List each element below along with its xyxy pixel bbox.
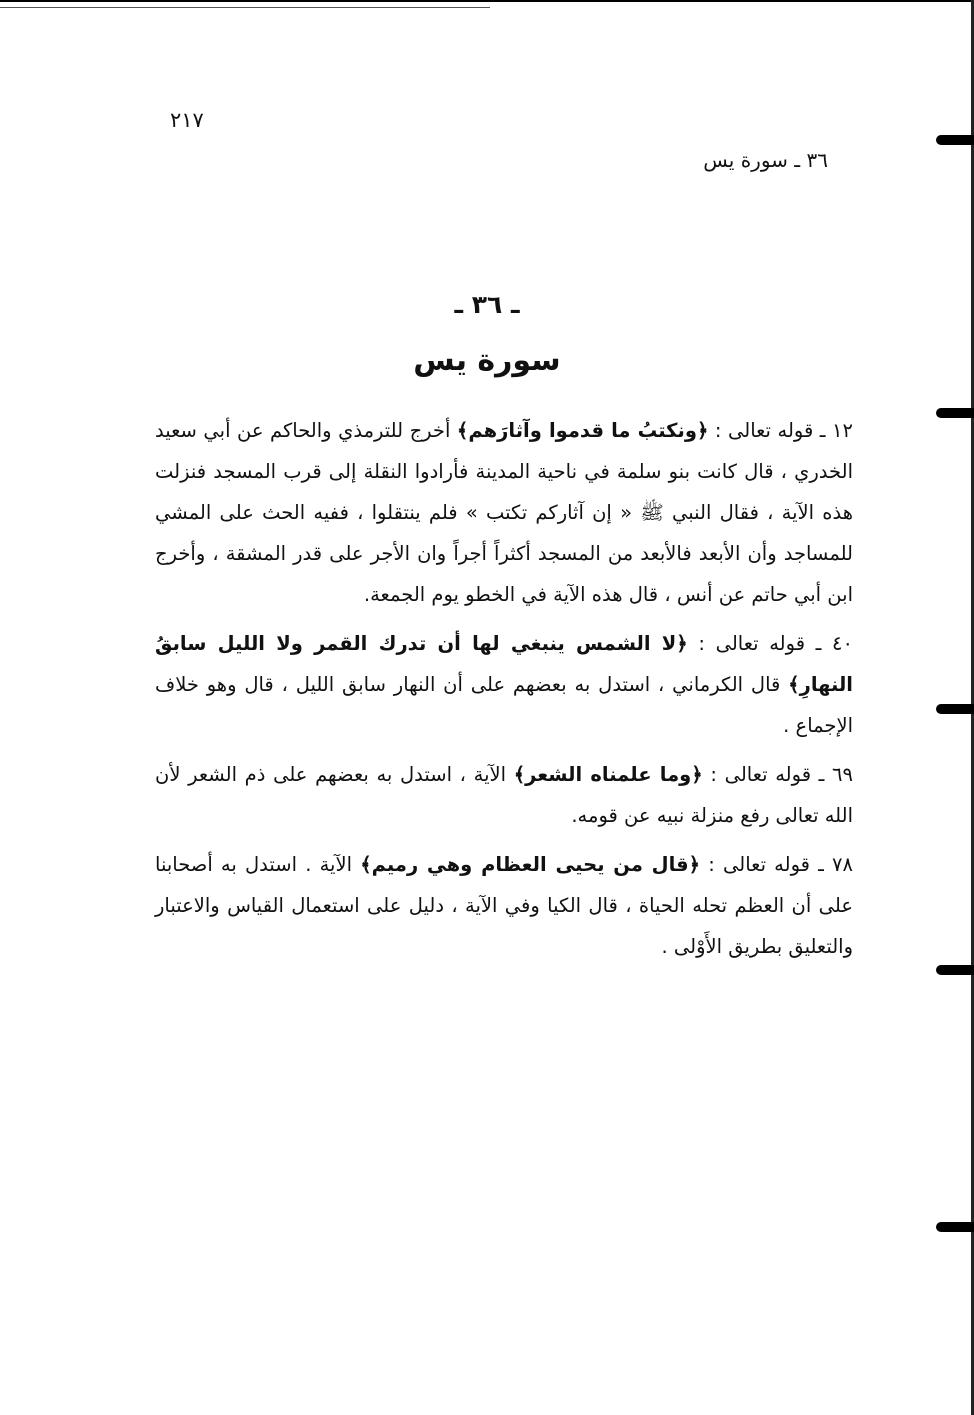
verse-quote: ﴿وما علمناه الشعر﴾ bbox=[513, 763, 703, 786]
verse-commentary: الآية ، استدل به بعضهم على ذم الشعر لأن الله تعالى رفع منزلة نبيه عن قومه. bbox=[155, 763, 853, 827]
top-border bbox=[0, 0, 974, 2]
verse-commentary: قال الكرماني ، استدل به بعضهم على أن النهار سابق الليل ، قال وهو خلاف الإجماع . bbox=[155, 673, 853, 737]
verse-commentary: الآية . استدل به أصحابنا على أن العظم تحله الحياة ، قال الكيا وفي الآية ، دليل على استعمال القياس والاعتبار والتعليق بطريق الأَوْلى . bbox=[155, 853, 853, 958]
verse-entry bbox=[155, 410, 853, 615]
chapter-number: ـ ٣٦ ـ bbox=[454, 290, 520, 319]
binding-mark bbox=[936, 1222, 974, 1232]
verse-entry bbox=[155, 623, 853, 746]
binding-mark bbox=[936, 135, 974, 145]
verse-entry bbox=[155, 754, 853, 836]
binding-mark bbox=[936, 408, 974, 418]
binding-mark bbox=[936, 704, 974, 714]
verse-reference: ٧٨ ـ قوله تعالى : bbox=[700, 853, 853, 876]
verse-reference: ٤٠ ـ قوله تعالى : bbox=[687, 632, 853, 655]
verse-reference: ٦٩ ـ قوله تعالى : bbox=[702, 763, 853, 786]
verse-quote: ﴿ونكتبُ ما قدموا وآثارَهم﴾ bbox=[456, 419, 709, 442]
top-scan-line bbox=[0, 7, 490, 8]
chapter-title: سورة يس bbox=[413, 343, 561, 378]
running-title: ٣٦ ـ سورة يس bbox=[703, 148, 828, 172]
binding-mark bbox=[936, 965, 974, 975]
verse-quote: ﴿قال من يحيى العظام وهي رميم﴾ bbox=[360, 853, 701, 876]
page-number: ٢١٧ bbox=[170, 108, 204, 132]
commentary-body bbox=[155, 410, 853, 975]
verse-commentary: أخرج للترمذي والحاكم عن أبي سعيد الخدري ، قال كانت بنو سلمة في ناحية المدينة فأرادوا النقلة إلى قرب المسجد فنزلت هذه الآية ، فقال النبي ﷺ « إن آثاركم تكتب » فلم ينتقلوا ، ففيه الحث على المشي للمساجد وأن الأبعد فالأبعد من المسجد أكثراً أجراً وان الأجر على قدر المشقة ، وأخرج ابن أبي حاتم عن أنس ، قال هذه الآية في الخطو يوم الجمعة. bbox=[155, 419, 853, 606]
verse-quote: ﴿لا الشمس ينبغي لها أن تدرك القمر ولا الليل سابقُ النهارِ﴾ bbox=[155, 632, 853, 696]
verse-entry bbox=[155, 844, 853, 967]
verse-reference: ١٢ ـ قوله تعالى : bbox=[708, 419, 853, 442]
